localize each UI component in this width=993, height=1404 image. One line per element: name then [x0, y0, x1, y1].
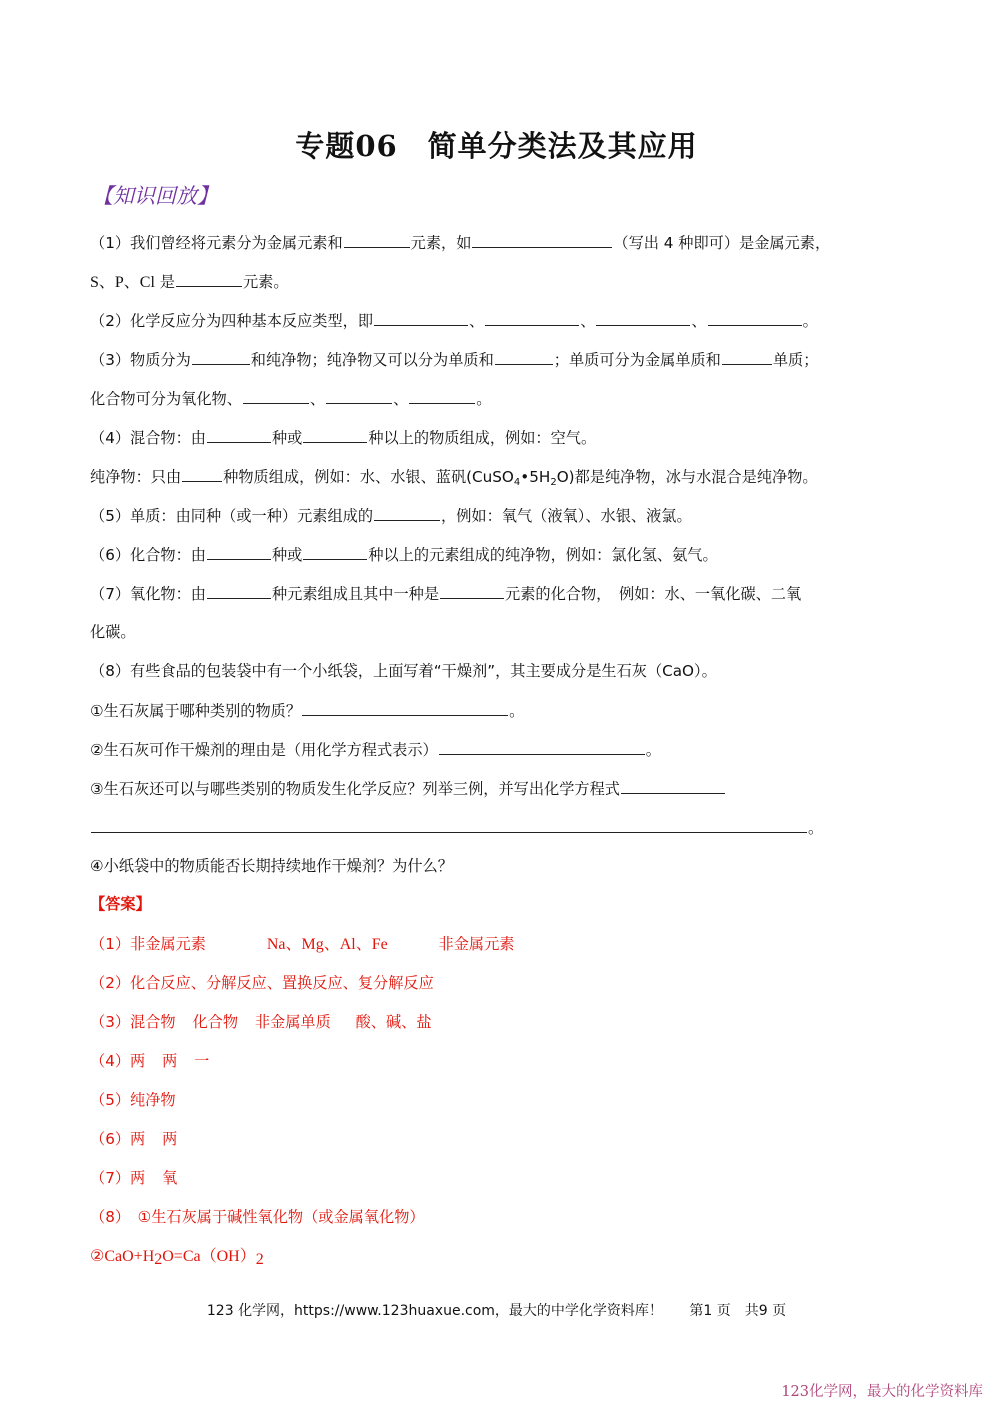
- answer-1-part-1: （1）非金属元素: [90, 935, 206, 953]
- blank[interactable]: [440, 583, 504, 599]
- answer-4: [90, 1051, 209, 1071]
- blank[interactable]: [495, 349, 553, 365]
- separator: 、: [469, 312, 485, 330]
- blank[interactable]: [409, 388, 475, 404]
- q2-text: （2）化学反应分为四种基本反应类型，即: [90, 312, 374, 330]
- q1-text-b: 元素，如: [410, 234, 472, 252]
- blank[interactable]: [708, 310, 802, 326]
- blank[interactable]: [182, 466, 222, 482]
- q3-text-b: 和纯净物；纯净物又可以分为单质和: [250, 351, 494, 369]
- question-1-line-1: [90, 232, 830, 253]
- blank[interactable]: [326, 388, 392, 404]
- q1-elements: S、P、Cl: [90, 274, 155, 291]
- q3-text-e: 化合物可分为氧化物、: [90, 390, 242, 408]
- blank[interactable]: [192, 349, 250, 365]
- blank[interactable]: [302, 700, 508, 716]
- q4-text-c: 种以上的物质组成，例如：空气。: [368, 429, 597, 447]
- q4-pure-d: O)都是纯净物，冰与水混合是纯净物。: [556, 468, 818, 486]
- answer-3-part-1: （3）混合物: [90, 1013, 176, 1031]
- separator: 、: [393, 390, 409, 408]
- subscript: 2: [154, 1251, 163, 1268]
- question-8-sub-1: [90, 700, 524, 721]
- footer-text: 123 化学网，https://www.123huaxue.com，最大的中学化学资料库！: [206, 1303, 663, 1319]
- q3-text-c: ；单质可分为金属单质和: [553, 351, 721, 369]
- q7-text-d: 化碳。: [90, 623, 136, 641]
- period: 。: [802, 312, 818, 330]
- answer-2: [90, 973, 434, 993]
- question-1-line-2: [90, 271, 289, 293]
- question-5: [90, 505, 692, 526]
- answer-8-text: （8） ①生石灰属于碱性氧化物（或金属氧化物）: [90, 1208, 425, 1226]
- subscript: 4: [513, 477, 521, 488]
- answer-8: [90, 1207, 425, 1227]
- blank[interactable]: [303, 427, 367, 443]
- q7-text-a: （7）氧化物：由: [90, 585, 206, 603]
- separator: 、: [309, 390, 326, 408]
- period: 。: [476, 390, 492, 408]
- question-4-line-1: [90, 427, 596, 448]
- blank[interactable]: [485, 310, 579, 326]
- answer-4-part-2: 两: [162, 1052, 178, 1070]
- q5-text-a: （5）单质：由同种（或一种）元素组成的: [90, 507, 374, 525]
- equation-part-2: O=Ca（OH）: [162, 1248, 256, 1265]
- q3-text-d: 单质；: [772, 351, 819, 369]
- answer-3-part-3: 非金属单质: [254, 1013, 331, 1031]
- period: 。: [645, 741, 661, 759]
- blank[interactable]: [207, 583, 271, 599]
- q1-text-d: 是: [154, 273, 175, 291]
- answer-7: [90, 1168, 177, 1188]
- blank[interactable]: [243, 388, 309, 404]
- answer-2-text: （2）化合反应、分解反应、置换反应、复分解反应: [90, 974, 434, 992]
- answer-5: [90, 1090, 176, 1110]
- watermark: 123化学网，最大的化学资料库: [781, 1384, 983, 1400]
- question-8-sub-3-line-2: [90, 817, 823, 838]
- question-8-sub-3: [90, 778, 726, 799]
- answer-1: [90, 934, 514, 955]
- q4-pure-c: •5H: [520, 468, 551, 486]
- q1-text-a: （1）我们曾经将元素分为金属元素和: [90, 234, 343, 252]
- equation-part-1: ②CaO+H: [90, 1248, 155, 1265]
- answer-3-part-4: 酸、碱、盐: [355, 1013, 432, 1031]
- q6-text-b: 种或: [271, 546, 303, 564]
- q8-s1-text: ①生石灰属于哪种类别的物质？: [90, 702, 302, 720]
- section-label: 【知识回放】: [92, 184, 218, 208]
- question-7-line-2: [90, 622, 136, 642]
- blank[interactable]: [207, 427, 271, 443]
- blank[interactable]: [91, 817, 807, 833]
- subscript: 2: [550, 477, 557, 488]
- q8-intro-text: （8）有些食品的包装袋中有一个小纸袋，上面写着“干燥剂”，其主要成分是生石灰（CaO）。: [90, 662, 717, 680]
- answer-5-text: （5）纯净物: [90, 1091, 176, 1109]
- question-4-line-2: [90, 466, 818, 487]
- separator: 、: [691, 312, 707, 330]
- q7-text-b: 种元素组成且其中一种是: [271, 585, 440, 603]
- blank[interactable]: [207, 544, 271, 560]
- period: 。: [808, 819, 824, 837]
- blank[interactable]: [439, 739, 645, 755]
- blank[interactable]: [596, 310, 690, 326]
- q8-s3-text: ③生石灰还可以与哪些类别的物质发生化学反应？列举三例，并写出化学方程式: [90, 780, 620, 798]
- q4-text-b: 种或: [271, 429, 303, 447]
- page-title: 专题06 简单分类法及其应用: [295, 129, 698, 163]
- answer-6: [90, 1129, 177, 1149]
- question-6: [90, 544, 718, 565]
- answer-4-part-1: （4）两: [90, 1052, 146, 1070]
- period: 。: [509, 702, 525, 720]
- q3-text-a: （3）物质分为: [90, 351, 191, 369]
- q6-text-a: （6）化合物：由: [90, 546, 206, 564]
- question-8-sub-2: [90, 739, 661, 760]
- q7-text-c: 元素的化合物， 例如：水、一氧化碳、二氧: [505, 585, 802, 603]
- answer-header: 【答案】: [90, 895, 151, 913]
- q4-pure-a: 纯净物：只由: [90, 468, 182, 486]
- q8-s4-text: ④小纸袋中的物质能否长期持续地作干燥剂？为什么？: [90, 857, 453, 875]
- subscript: 2: [255, 1251, 264, 1268]
- q1-text-e: 元素。: [242, 273, 289, 291]
- question-3-line-2: [90, 388, 491, 409]
- q6-text-c: 种以上的元素组成的纯净物，例如：氯化氢、氨气。: [368, 546, 718, 564]
- answer-1-part-2: Na、Mg、Al、Fe: [266, 936, 388, 953]
- blank[interactable]: [344, 232, 410, 248]
- answer-7-part-1: （7）两: [90, 1169, 146, 1187]
- page-number: 第1 页 共9 页: [689, 1303, 787, 1319]
- q5-text-b: ，例如：氧气（液氧）、水银、液氯。: [441, 507, 692, 525]
- q4-text-a: （4）混合物：由: [90, 429, 206, 447]
- blank[interactable]: [472, 232, 612, 248]
- blank[interactable]: [722, 349, 772, 365]
- answer-8-equation: [90, 1246, 264, 1267]
- answer-7-part-2: 氧: [162, 1169, 178, 1187]
- q8-s2-text: ②生石灰可作干燥剂的理由是（用化学方程式表示）: [90, 741, 438, 759]
- page-footer: [0, 1300, 993, 1320]
- question-8-sub-4: [90, 856, 453, 876]
- answer-3: [90, 1012, 432, 1032]
- question-2: [90, 310, 818, 331]
- blank[interactable]: [374, 310, 468, 326]
- q1-text-c: （写出 4 种即可）是金属元素，: [613, 234, 831, 252]
- answer-3-part-2: 化合物: [192, 1013, 238, 1031]
- question-3-line-1: [90, 349, 818, 370]
- answer-6-part-1: （6）两: [90, 1130, 146, 1148]
- q4-pure-b: 种物质组成，例如：水、水银、蓝矾(CuSO: [223, 468, 514, 486]
- answer-4-part-3: 一: [194, 1052, 210, 1070]
- blank[interactable]: [621, 778, 725, 794]
- blank[interactable]: [303, 544, 367, 560]
- question-8-intro: [90, 661, 717, 681]
- answer-6-part-2: 两: [162, 1130, 178, 1148]
- blank[interactable]: [176, 271, 242, 287]
- blank[interactable]: [374, 505, 440, 521]
- separator: 、: [580, 312, 596, 330]
- question-7-line-1: [90, 583, 801, 604]
- answer-1-part-3: 非金属元素: [438, 935, 515, 953]
